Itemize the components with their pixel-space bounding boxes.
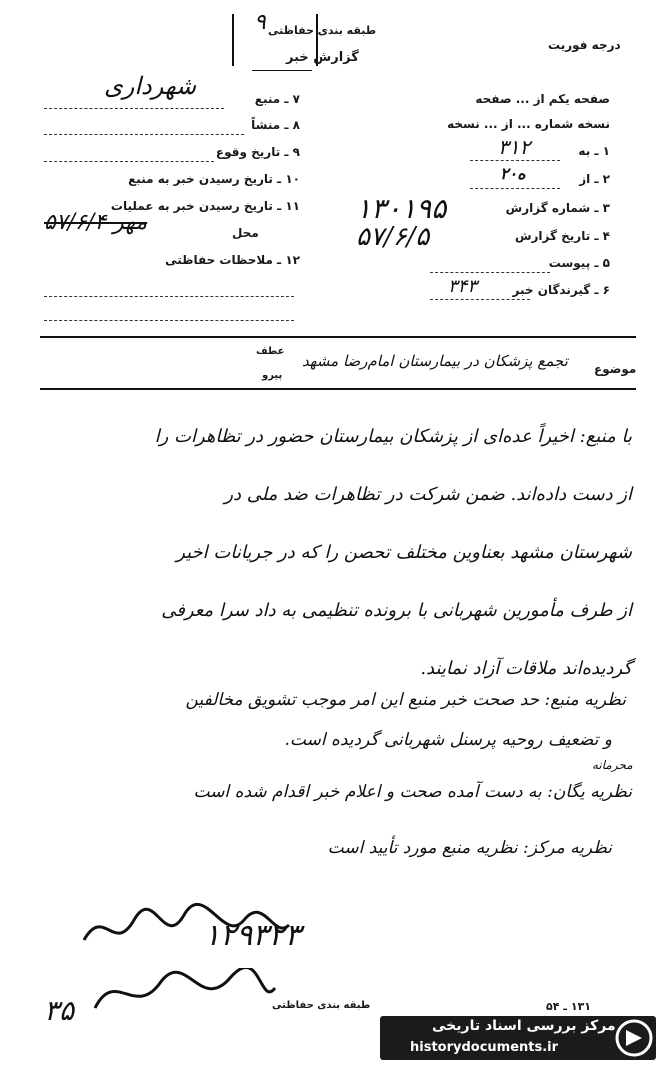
field-2-label: ۲ ـ از <box>579 172 610 186</box>
place-value: ۵۷/۶/۴ مهر <box>44 210 148 235</box>
body-line: از دست داده‌اند. ضمن شرکت در تظاهرات ضد ملی در <box>224 484 632 505</box>
place-label: محل <box>232 226 259 240</box>
field-10-label: ۱۰ ـ تاریخ رسیدن خبر به منبع <box>128 172 300 186</box>
body-line: گردیده‌اند ملاقات آزاد نمایند. <box>420 658 632 679</box>
field-3-label: ۳ ـ شماره گزارش <box>505 201 610 215</box>
field-4-label: ۴ ـ تاریخ گزارش <box>514 229 610 243</box>
classification-label: طبقه بندی حفاظتی <box>268 24 377 37</box>
station-note: محرمانه <box>592 758 633 772</box>
field-4-value: ۵۷/۶/۵ <box>356 222 430 252</box>
urgency-label: درجه فوریت <box>548 38 621 52</box>
signature-number: ۱۲۹۳۲۳ <box>204 918 301 953</box>
station-opinion: نظریه یگان: به دست آمده صحت و اعلام خبر اقدام شده است <box>193 782 632 802</box>
field-6-label: ۶ ـ گیرندگان خبر <box>512 283 610 297</box>
followup-label: پیرو <box>262 370 283 381</box>
classification-handwritten: ۹ <box>254 10 266 35</box>
watermark-title: مرکز بررسی اسناد تاریخی <box>432 1018 616 1034</box>
watermark-logo-icon <box>614 1018 654 1058</box>
report-body <box>52 408 632 698</box>
bottom-number: ۳۵ <box>44 994 75 1027</box>
page-from: صفحه یکم از ... صفحه <box>475 92 610 106</box>
field-7-label: ۷ ـ منبع <box>254 92 300 106</box>
body-line: از طرف مأمورین شهربانی با برونده تنظیمی به داد سرا معرفی <box>161 600 632 621</box>
field-11-label: ۱۱ ـ تاریخ رسیدن خبر به عملیات <box>110 199 300 213</box>
report-title: گزارش خبر <box>286 50 359 65</box>
hq-opinion: نظریه مرکز: نظریه منبع مورد تأیید است <box>327 838 612 858</box>
copy-number: نسخه شماره ... از ... نسخه <box>447 117 610 131</box>
field-3-value: ۱۳۰۱۹۵ <box>356 192 447 225</box>
source-opinion-continued: و تضعیف روحیه پرسنل شهربانی گردیده است. <box>284 730 612 750</box>
field-5-label: ۵ ـ پیوست <box>548 256 610 270</box>
field-2-value: ۲۰ه <box>500 164 526 183</box>
field-9-label: ۹ ـ تاریخ وقوع <box>215 145 300 159</box>
field-1-value: ۳۱۲ <box>498 135 531 159</box>
source-opinion: نظریه منبع: حد صحت خبر منبع این امر موجب تشویق مخالفین <box>185 690 626 710</box>
field-8-label: ۸ ـ منشاً <box>251 118 300 132</box>
watermark-url: historydocuments.ir <box>410 1040 559 1055</box>
subject-divider <box>40 388 636 390</box>
form-classification: طبقه بندی حفاظتی <box>272 1000 371 1011</box>
subject-label: موضوع <box>594 362 637 376</box>
field-7-value: شهرداری <box>104 72 197 100</box>
title-underline <box>252 70 312 71</box>
field-1-label: ۱ ـ به <box>578 144 610 158</box>
form-code: ۱۳۱ ـ ۵۴ <box>546 1000 592 1013</box>
ref-label: عطف <box>256 346 285 357</box>
subject-value: تجمع پزشکان در بیمارستان امام‌رضا مشهد <box>302 352 568 370</box>
signature-scribble-2 <box>90 968 280 1018</box>
section-divider <box>40 336 636 338</box>
field-12-label: ۱۲ ـ ملاحظات حفاظتی <box>165 253 300 267</box>
body-line: با منبع: اخیراً عده‌ای از پزشکان بیمارستان حضور در تظاهرات را <box>154 426 632 447</box>
body-line: شهرستان مشهد بعناوین مختلف تحصن را که در جریانات اخیر <box>176 542 632 563</box>
field-6-value: ۳۴۳ <box>448 276 478 297</box>
